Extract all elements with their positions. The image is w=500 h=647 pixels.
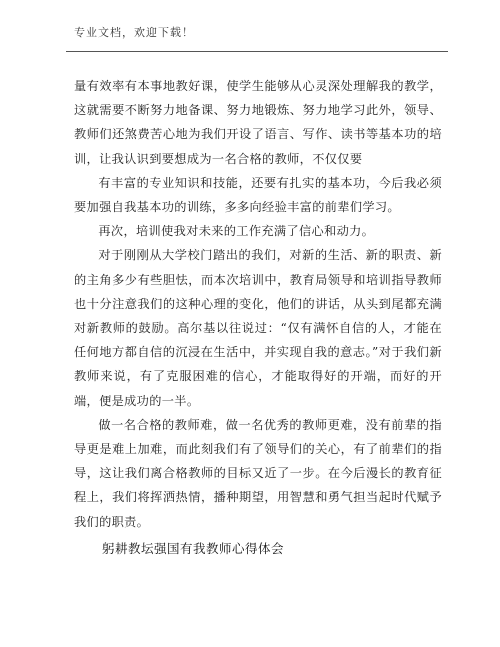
paragraph-1: 量有效率有本事地教好课，使学生能够从心灵深处理解我的教学，这就需要不断努力地备课、努力地锻炼、努力地学习此外，领导、教师们还煞费苦心地为我们开设了语言、写作、读书等基本功的培训，让我认识到要想成为一名合格的教师，不仅仅要 <box>74 79 442 166</box>
document-body <box>74 74 442 534</box>
header-divider <box>66 51 448 52</box>
paragraph-2: 有丰富的专业知识和技能，还要有扎实的基本功，今后我必须要加强自我基本功的训练，多多向经验丰富的前辈们学习。 <box>74 175 442 215</box>
paragraph-4: 对于刚刚从大学校门踏出的我们，对新的生活、新的职责、新的主角多少有些胆怯，而本次培训中，教育局领导和培训指导教师也十分注意我们的这种心理的变化，他们的讲话，从头到尾都充满对新教师的鼓励。高尔基以往说过：“仅有满怀自信的人，才能在任何地方都自信的沉浸在生活中，并实现自我的意志。”对于我们新教师来说，有了克服困难的信心，才能取得好的开端，而好的开端，便是成功的一半。 <box>74 248 442 408</box>
page-header-text: 专业文档，欢迎下载！ <box>74 26 194 39</box>
paragraph-3: 再次，培训使我对未来的工作充满了信心和动力。 <box>98 224 375 239</box>
section-title: 躬耕教坛强国有我教师心得体会 <box>102 541 285 556</box>
paragraph-5: 做一名合格的教师难，做一名优秀的教师更难，没有前辈的指导更是难上加难，而此刻我们有了领导们的关心，有了前辈们的指导，这让我们离合格教师的目标又近了一步。在今后漫长的教育征程上，我们将挥洒热情，播种期望，用智慧和勇气担当起时代赋予我们的职责。 <box>74 417 442 529</box>
